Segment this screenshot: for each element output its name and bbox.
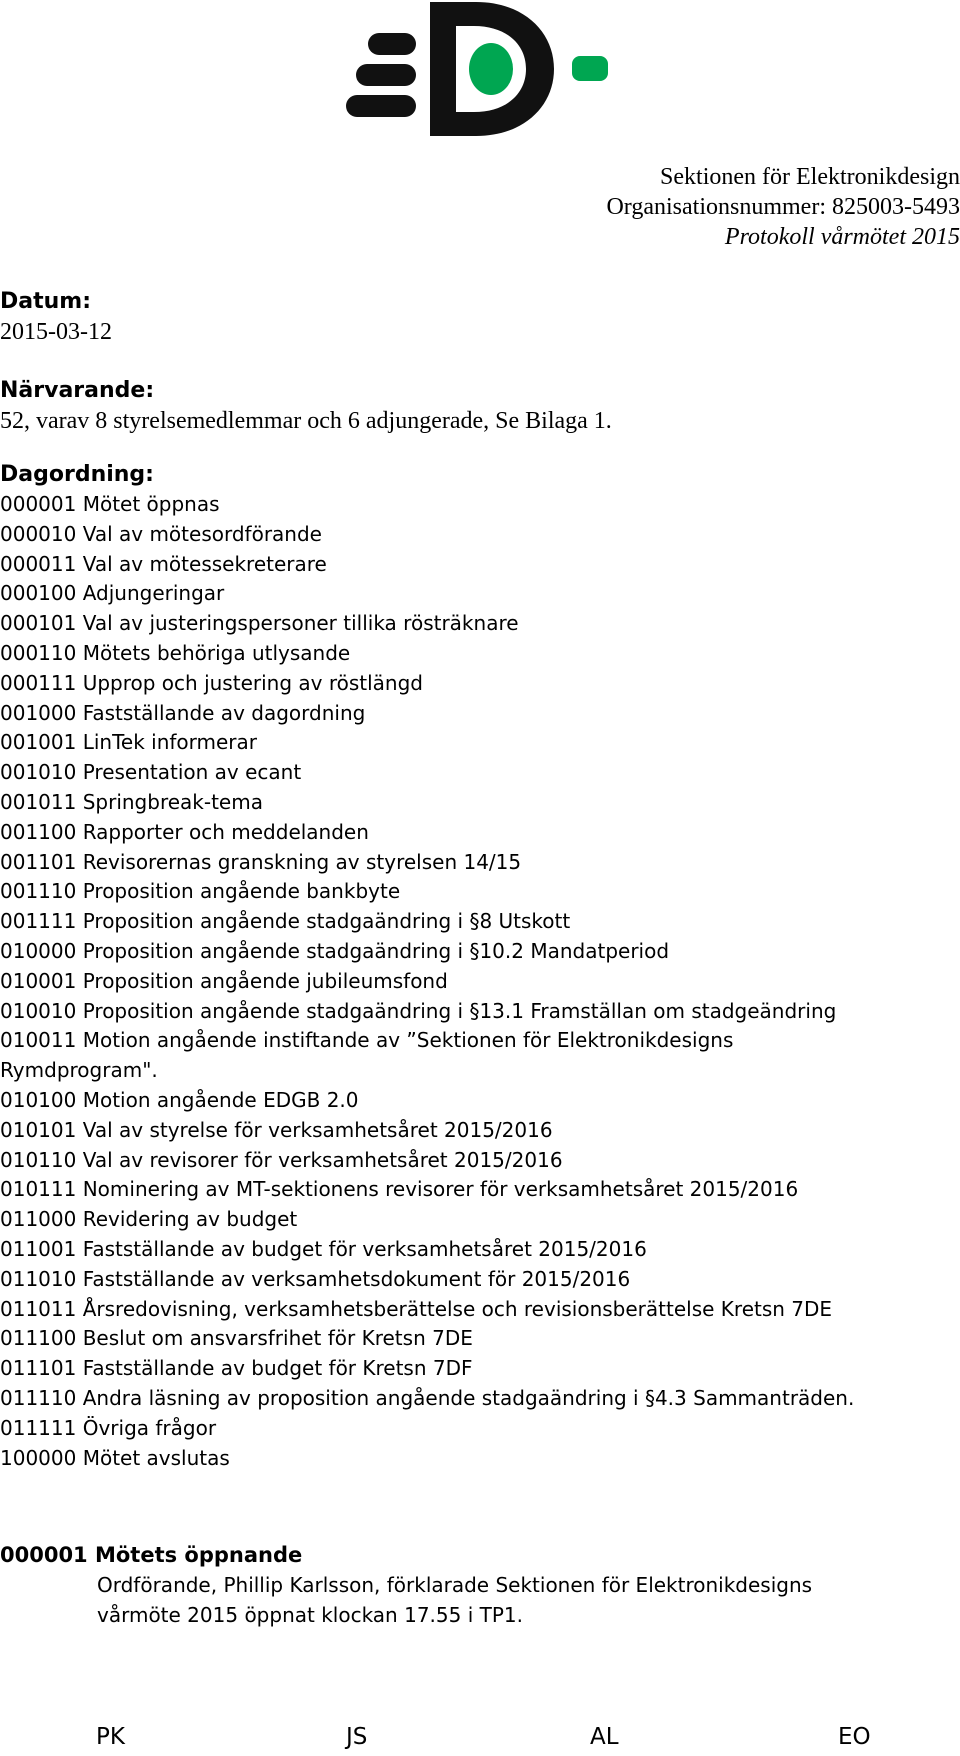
meeting-opening-section xyxy=(0,1540,940,1630)
meeting-opening-text-line2: vårmöte 2015 öppnat klockan 17.55 i TP1. xyxy=(97,1603,523,1627)
agenda-item: 001001 LinTek informerar xyxy=(0,730,258,755)
agenda-item: 011011 Årsredovisning, verksamhetsberättelse och revisionsberättelse Kretsn 7DE xyxy=(0,1296,833,1321)
agenda-item: 010111 Nominering av MT-sektionens revisorer för verksamhetsåret 2015/2016 xyxy=(0,1177,799,1202)
organization-name: Sektionen för Elektronikdesign xyxy=(660,164,960,190)
agenda-item: 001011 Springbreak-tema xyxy=(0,789,263,814)
present-value: 52, varav 8 styrelsemedlemmar och 6 adjungerade, Se Bilaga 1. xyxy=(0,408,612,434)
agenda-label: Dagordning: xyxy=(0,462,154,487)
agenda-item-continuation: Rymdprogram". xyxy=(0,1058,158,1083)
agenda-item: 011000 Revidering av budget xyxy=(0,1207,298,1232)
initials-footer xyxy=(0,1721,960,1753)
agenda-list xyxy=(0,490,940,1473)
document-header xyxy=(440,162,960,252)
agenda-item: 001000 Fastställande av dagordning xyxy=(0,700,366,725)
agenda-item: 011111 Övriga frågor xyxy=(0,1415,217,1440)
agenda-item: 011101 Fastställande av budget för Kretsn 7DF xyxy=(0,1356,473,1381)
agenda-item: 010110 Val av revisorer för verksamhetsåret 2015/2016 xyxy=(0,1147,563,1172)
agenda-item: 010100 Motion angående EDGB 2.0 xyxy=(0,1087,359,1112)
organization-number: Organisationsnummer: 825003-5493 xyxy=(606,194,960,220)
logo-green-dash xyxy=(572,56,608,81)
agenda-item: 011010 Fastställande av verksamhetsdokument för 2015/2016 xyxy=(0,1266,631,1291)
agenda-item: 001110 Proposition angående bankbyte xyxy=(0,879,401,904)
agenda-item: 000110 Mötets behöriga utlysande xyxy=(0,640,351,665)
agenda-item: 000101 Val av justeringspersoner tillika rösträknare xyxy=(0,611,519,636)
agenda-item: 011100 Beslut om ansvarsfrihet för Kretsn 7DE xyxy=(0,1326,473,1351)
initials-eo: EO xyxy=(838,1724,871,1750)
agenda-item: 100000 Mötet avslutas xyxy=(0,1445,230,1470)
agenda-item: 000100 Adjungeringar xyxy=(0,581,225,606)
agenda-item: 011110 Andra läsning av proposition angående stadgaändring i §4.3 Sammanträden. xyxy=(0,1385,855,1410)
agenda-item: 000001 Mötet öppnas xyxy=(0,492,220,516)
initials-al: AL xyxy=(590,1724,619,1750)
agenda-item: 001111 Proposition angående stadgaändring i §8 Utskott xyxy=(0,909,571,934)
agenda-item: 010001 Proposition angående jubileumsfond xyxy=(0,968,448,993)
meeting-opening-heading: 000001 Mötets öppnande xyxy=(0,1543,303,1567)
present-section xyxy=(0,376,940,436)
agenda-item: 000111 Upprop och justering av röstlängd xyxy=(0,670,423,695)
document-title: Protokoll vårmötet 2015 xyxy=(724,224,960,250)
present-label: Närvarande: xyxy=(0,378,155,403)
agenda-item: 010011 Motion angående instiftande av ”Sektionen för Elektronikdesigns xyxy=(0,1028,734,1053)
agenda-item: 001010 Presentation av ecant xyxy=(0,760,302,785)
agenda-item: 010010 Proposition angående stadgaändring i §13.1 Framställan om stadgeändring xyxy=(0,998,837,1023)
initials-pk: PK xyxy=(96,1724,125,1750)
meeting-opening-text-line1: Ordförande, Phillip Karlsson, förklarade Sektionen för Elektronikdesigns xyxy=(97,1573,813,1597)
agenda-item: 001101 Revisorernas granskning av styrelsen 14/15 xyxy=(0,849,522,874)
agenda-section xyxy=(0,460,940,1473)
agenda-item: 010101 Val av styrelse för verksamhetsåret 2015/2016 xyxy=(0,1117,553,1142)
ed-logo xyxy=(346,2,616,138)
date-label: Datum: xyxy=(0,289,92,314)
logo-bar-top xyxy=(368,33,416,55)
date-section xyxy=(0,287,940,347)
agenda-item: 011001 Fastställande av budget för verksamhetsåret 2015/2016 xyxy=(0,1236,647,1261)
agenda-item: 001100 Rapporter och meddelanden xyxy=(0,819,369,844)
initials-js: JS xyxy=(346,1724,368,1750)
logo-green-dot xyxy=(469,43,513,95)
logo-bar-middle xyxy=(356,64,416,86)
agenda-item: 010000 Proposition angående stadgaändring i §10.2 Mandatperiod xyxy=(0,938,670,963)
agenda-item: 000010 Val av mötesordförande xyxy=(0,521,322,546)
date-value: 2015-03-12 xyxy=(0,319,112,345)
logo-bar-bottom xyxy=(346,95,416,117)
agenda-item: 000011 Val av mötessekreterare xyxy=(0,551,327,576)
